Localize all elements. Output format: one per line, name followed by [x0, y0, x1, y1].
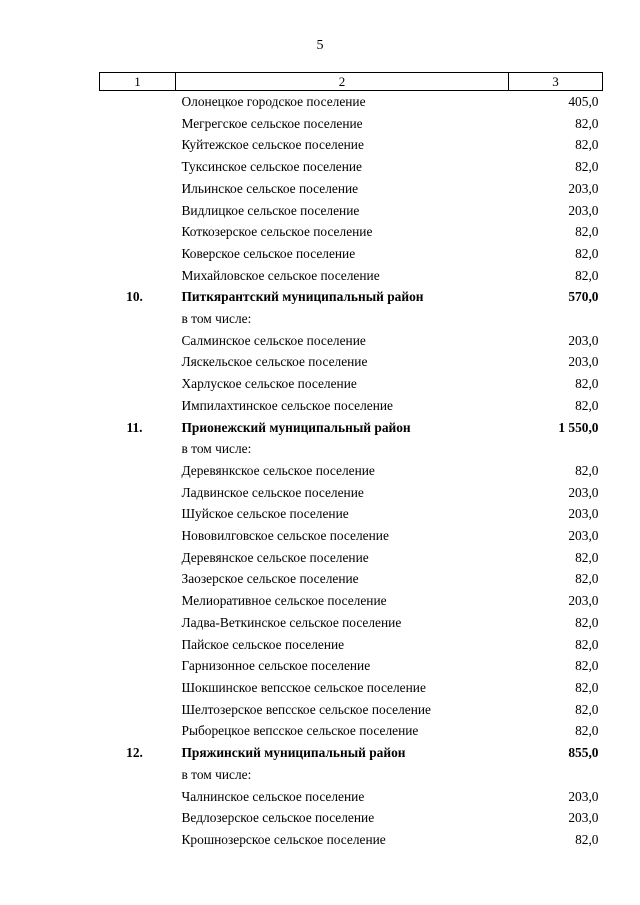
- table-row: [100, 568, 603, 590]
- row-name: Ляскельское сельское поселение: [181, 354, 368, 370]
- row-number: [100, 134, 176, 156]
- row-value: 203,0: [568, 506, 599, 522]
- row-value: 203,0: [568, 810, 599, 826]
- row-number: [100, 590, 176, 612]
- row-name: в том числе:: [181, 311, 252, 327]
- table-row: [100, 438, 603, 460]
- row-value: 203,0: [568, 332, 599, 348]
- row-name: Салминское сельское поселение: [181, 332, 366, 348]
- table-row: [100, 482, 603, 504]
- header-col-2: 2: [176, 73, 509, 91]
- row-value: 82,0: [575, 267, 599, 283]
- row-value: 570,0: [568, 289, 599, 305]
- table-row: [100, 265, 603, 287]
- row-number: [100, 807, 176, 829]
- table-row: [100, 612, 603, 634]
- row-name: Пайское сельское поселение: [181, 636, 345, 652]
- row-value: 203,0: [568, 528, 599, 544]
- row-name: Заозерское сельское поселение: [181, 571, 359, 587]
- table-row: [100, 829, 603, 851]
- row-value: [509, 308, 603, 330]
- row-name: Чалнинское сельское поселение: [181, 788, 365, 804]
- row-name: Мегрегское сельское поселение: [181, 115, 363, 131]
- table-row: [100, 91, 603, 113]
- row-number: [100, 113, 176, 135]
- row-value: [509, 764, 603, 786]
- table-body: [100, 91, 603, 851]
- table-row: [100, 113, 603, 135]
- row-number: [100, 547, 176, 569]
- row-number: [100, 221, 176, 243]
- row-value: 203,0: [568, 484, 599, 500]
- row-value: 82,0: [575, 462, 599, 478]
- row-name: Прионежский муниципальный район: [181, 419, 411, 435]
- row-name: Деревянкское сельское поселение: [181, 462, 375, 478]
- table-row: [100, 351, 603, 373]
- row-name: Коверское сельское поселение: [181, 245, 356, 261]
- row-name: Мелиоративное сельское поселение: [181, 593, 387, 609]
- row-name: Харлуское сельское поселение: [181, 376, 357, 392]
- row-value: 82,0: [575, 115, 599, 131]
- table-row: [100, 655, 603, 677]
- row-number: [100, 699, 176, 721]
- table-row: [100, 178, 603, 200]
- row-number: [100, 373, 176, 395]
- row-number: [100, 243, 176, 265]
- row-value: 203,0: [568, 593, 599, 609]
- row-value: 82,0: [575, 679, 599, 695]
- row-name: Питкярантский муниципальный район: [181, 289, 424, 305]
- row-number: 12.: [126, 745, 143, 761]
- row-value: 855,0: [568, 745, 599, 761]
- allocation-table: [99, 72, 603, 851]
- row-number: [100, 655, 176, 677]
- table-row: [100, 134, 603, 156]
- district-row: [100, 286, 603, 308]
- row-value: 82,0: [575, 571, 599, 587]
- page-number: 5: [316, 38, 324, 53]
- row-value: 82,0: [575, 549, 599, 565]
- row-number: [100, 829, 176, 851]
- row-name: Куйтежское сельское поселение: [181, 137, 364, 153]
- row-number: [100, 460, 176, 482]
- table-row: [100, 460, 603, 482]
- table-row: [100, 221, 603, 243]
- row-value: 82,0: [575, 376, 599, 392]
- row-number: [100, 764, 176, 786]
- row-name: Нововилговское сельское поселение: [181, 528, 389, 544]
- row-name: в том числе:: [181, 766, 252, 782]
- row-name: Ладва-Веткинское сельское поселение: [181, 614, 402, 630]
- district-row: [100, 742, 603, 764]
- table-row: [100, 677, 603, 699]
- row-name: Деревянское сельское поселение: [181, 549, 369, 565]
- row-number: [100, 482, 176, 504]
- row-name: Рыборецкое вепсское сельское поселение: [181, 723, 419, 739]
- table-row: [100, 503, 603, 525]
- row-number: [100, 395, 176, 417]
- row-name: Импилахтинское сельское поселение: [181, 397, 393, 413]
- table-row: [100, 525, 603, 547]
- header-col-1: 1: [100, 73, 176, 91]
- table-row: [100, 330, 603, 352]
- row-name: Пряжинский муниципальный район: [181, 745, 406, 761]
- row-value: [509, 438, 603, 460]
- row-name: Ладвинское сельское поселение: [181, 484, 364, 500]
- row-number: [100, 91, 176, 113]
- row-number: [100, 525, 176, 547]
- row-value: 82,0: [575, 636, 599, 652]
- row-number: 11.: [126, 419, 143, 435]
- row-value: 203,0: [568, 180, 599, 196]
- row-name: Шуйское сельское поселение: [181, 506, 349, 522]
- row-name: Шелтозерское вепсское сельское поселение: [181, 701, 431, 717]
- row-name: Крошнозерское сельское поселение: [181, 831, 386, 847]
- row-name: Шокшинское вепсское сельское поселение: [181, 679, 426, 695]
- row-number: [100, 351, 176, 373]
- row-name: Видлицкое сельское поселение: [181, 202, 360, 218]
- table-row: [100, 156, 603, 178]
- table-row: [100, 807, 603, 829]
- row-number: [100, 308, 176, 330]
- row-value: 82,0: [575, 224, 599, 240]
- table-row: [100, 243, 603, 265]
- row-number: 10.: [126, 289, 143, 305]
- row-name: Ведлозерское сельское поселение: [181, 810, 375, 826]
- row-name: Михайловское сельское поселение: [181, 267, 380, 283]
- row-number: [100, 200, 176, 222]
- row-value: 203,0: [568, 788, 599, 804]
- row-name: в том числе:: [181, 441, 252, 457]
- row-value: 82,0: [575, 701, 599, 717]
- row-value: 82,0: [575, 658, 599, 674]
- row-value: 82,0: [575, 245, 599, 261]
- row-number: [100, 568, 176, 590]
- table-row: [100, 720, 603, 742]
- table-row: [100, 395, 603, 417]
- row-number: [100, 786, 176, 808]
- table-row: [100, 308, 603, 330]
- row-number: [100, 178, 176, 200]
- table-row: [100, 547, 603, 569]
- row-number: [100, 503, 176, 525]
- row-number: [100, 612, 176, 634]
- row-name: Ильинское сельское поселение: [181, 180, 359, 196]
- row-value: 405,0: [568, 94, 599, 109]
- table-row: [100, 590, 603, 612]
- row-number: [100, 677, 176, 699]
- table-row: [100, 200, 603, 222]
- row-value: 1 550,0: [558, 419, 599, 435]
- row-value: 82,0: [575, 159, 599, 175]
- table-row: [100, 699, 603, 721]
- row-name: Олонецкое городское поселение: [181, 94, 366, 109]
- row-number: [100, 720, 176, 742]
- row-value: 82,0: [575, 397, 599, 413]
- table-row: [100, 786, 603, 808]
- row-value: 203,0: [568, 202, 599, 218]
- table-header: [100, 73, 603, 91]
- row-value: 82,0: [575, 723, 599, 739]
- row-name: Гарнизонное сельское поселение: [181, 658, 371, 674]
- row-value: 82,0: [575, 137, 599, 153]
- row-name: Туксинское сельское поселение: [181, 159, 362, 175]
- table-row: [100, 373, 603, 395]
- table-row: [100, 764, 603, 786]
- row-name: Коткозерское сельское поселение: [181, 224, 373, 240]
- district-row: [100, 417, 603, 439]
- row-number: [100, 438, 176, 460]
- row-value: 82,0: [575, 614, 599, 630]
- row-number: [100, 156, 176, 178]
- row-number: [100, 330, 176, 352]
- header-row: [100, 73, 603, 91]
- row-value: 203,0: [568, 354, 599, 370]
- row-number: [100, 265, 176, 287]
- table-row: [100, 634, 603, 656]
- header-col-3: 3: [509, 73, 603, 91]
- row-value: 82,0: [575, 831, 599, 847]
- row-number: [100, 634, 176, 656]
